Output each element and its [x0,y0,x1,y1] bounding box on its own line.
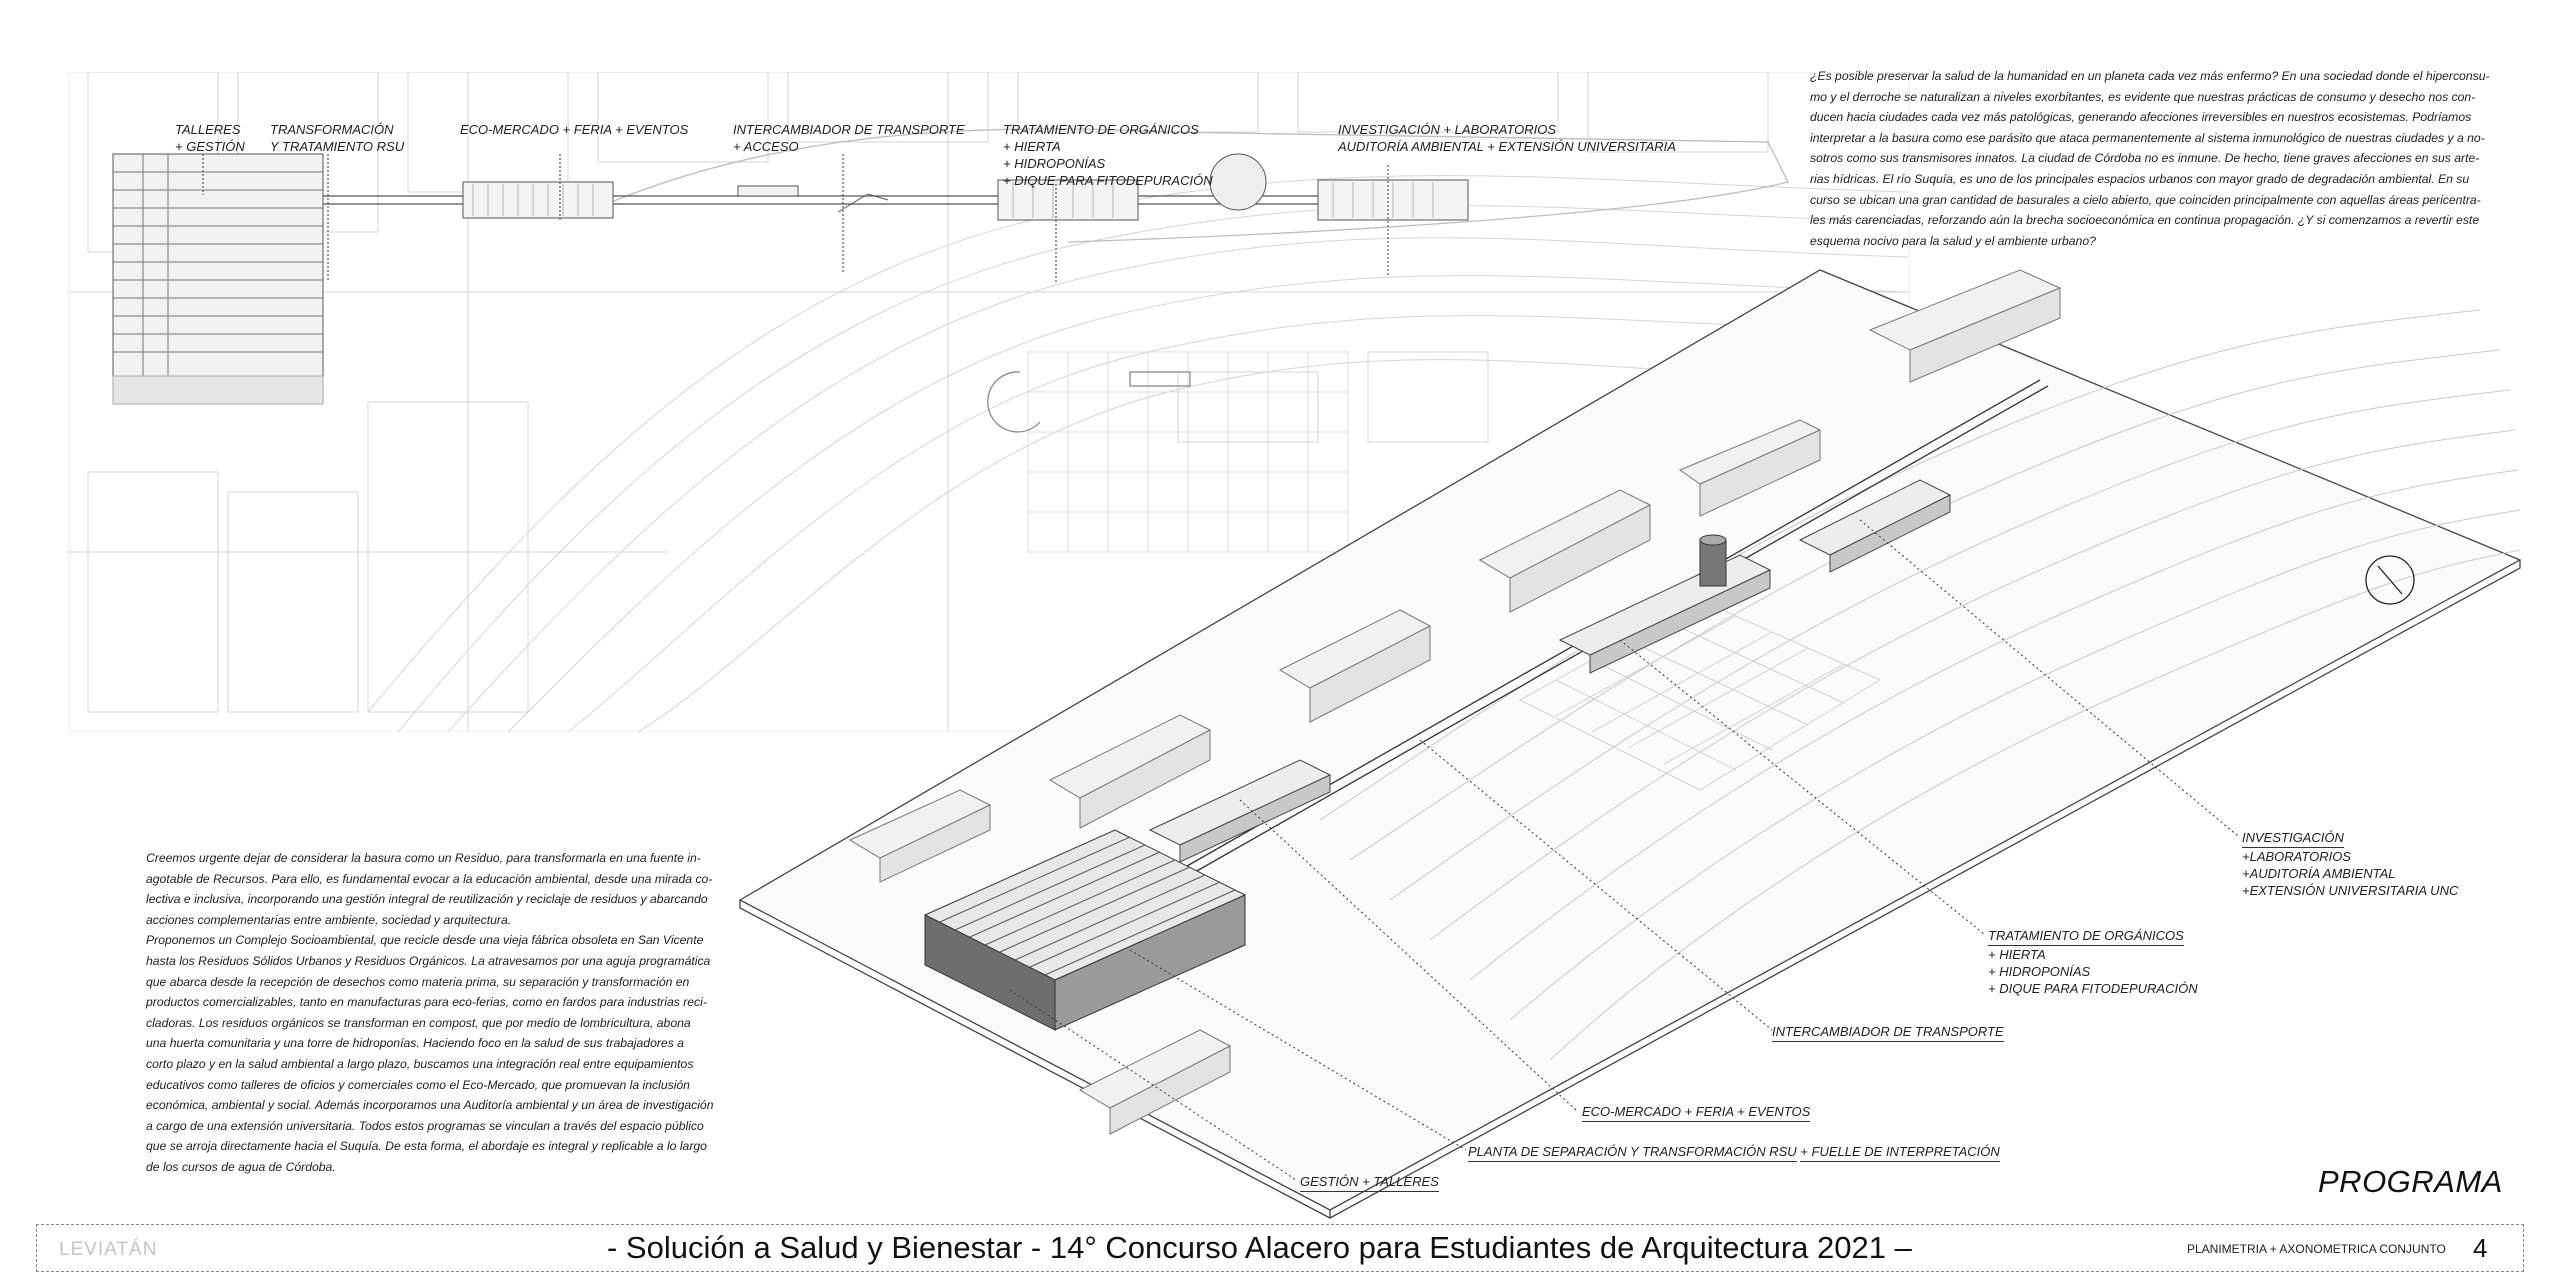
intro-line: les más carenciadas, reforzando aún la brecha socioeconómica en continua propagación. ¿Y si comenzamos a revertir este [1810,213,2480,228]
plan-label-line: + ACCESO [733,139,799,154]
body-line: hasta los Residuos Sólidos Urbanos y Residuos Orgánicos. La atravesamos por una aguja programática [146,953,711,968]
axo-label-line: PLANTA DE SEPARACIÓN Y TRANSFORMACIÓN RSU [1468,1143,1797,1162]
plan-label-line: + HIDROPONÍAS [1003,156,1106,171]
axo-label-ecomercado [1582,1103,1810,1122]
axo-label-line: +AUDITORÍA AMBIENTAL [2242,866,2396,881]
intro-line: ducen hacia ciudades cada vez más patológicas, generando afecciones irreversibles en nuestros ecosistemas. Podríamos [1810,110,2472,125]
axo-label-line: + HIERTA [1988,947,2046,962]
plan-label-line: + GESTIÓN [175,139,245,154]
body-line: económica, ambiental y social. Además incorporamos una Auditoría ambiental y un área de investigación [146,1098,714,1113]
page-number: 4 [2473,1233,2488,1263]
intro-line: curso se ubican una gran cantidad de basurales a cielo abierto, que coinciden principalmente con aquellas áreas pericentra- [1810,192,2481,207]
body-line: que abarca desde la recepción de desechos como materia prima, su separación y transformación en [146,974,690,989]
axo-label-planta [1468,1143,2000,1162]
body-line: productos comercializables, tanto en manufacturas para eco-ferias, como en fardos para industrias reci- [146,995,707,1010]
body-line: cladoras. Los residuos orgánicos se transforman en compost, que por medio de lombricultura, abona [146,1015,691,1030]
footer-title: - Solución a Salud y Bienestar - 14° Concurso Alacero para Estudiantes de Arquitectura 2021 – [607,1230,1912,1265]
plan-label-line: INTERCAMBIADOR DE TRANSPORTE [733,122,965,137]
axo-label-line: +EXTENSIÓN UNIVERSITARIA UNC [2242,883,2459,898]
axo-label-line: + HIDROPONÍAS [1988,964,2091,979]
body-line: a cargo de una extensión universitaria. Todos estos programas se vinculan a través del espacio público [146,1118,704,1133]
axo-label-line: INTERCAMBIADOR DE TRANSPORTE [1772,1023,2004,1042]
plan-label-line: TRATAMIENTO DE ORGÁNICOS [1003,122,1199,137]
body-line: que se arroja directamente hacia el Suquía. De esta forma, el abordaje es integral y replicable a lo largo [146,1139,707,1154]
axo-label-investigacion [2242,829,2458,899]
body-line: lectiva e inclusiva, incorporando una gestión integral de reutilización y reciclaje de residuos y abarcando [146,892,708,907]
axo-label-line: ECO-MERCADO + FERIA + EVENTOS [1582,1103,1810,1122]
axo-label-intercambiador [1772,1023,2004,1042]
plan-label-investigacion [1338,121,1676,155]
body-line: Creemos urgente dejar de considerar la basura como un Residuo, para transformarla en una fuente in- [146,851,701,865]
axo-label-line: + DIQUE PARA FITODEPURACIÓN [1988,981,2198,996]
body-line: educativos como talleres de oficios y comerciales como el Eco-Mercado, que promuevan la inclusión [146,1077,690,1092]
plan-label-line: AUDITORÍA AMBIENTAL + EXTENSIÓN UNIVERSITARIA [1338,139,1676,154]
axo-label-line: TRATAMIENTO DE ORGÁNICOS [1988,927,2184,946]
plan-label-intercambiador [733,121,965,155]
axo-label-line: +LABORATORIOS [2242,849,2351,864]
body-line: acciones complementarias entre ambiente, sociedad y arquitectura. [146,912,512,927]
plan-label-line: TRANSFORMACIÓN [270,122,394,137]
footer-subtitle: PLANIMETRIA + AXONOMETRICA CONJUNTO [2187,1242,2446,1256]
axo-label-line: + FUELLE DE INTERPRETACIÓN [1800,1143,2000,1162]
intro-line: esquema nocivo para la salud y el ambiente urbano? [1810,233,2096,248]
axo-label-organicos [1988,927,2198,997]
axo-label-line: GESTIÓN + TALLERES [1300,1173,1439,1192]
plan-label-line: Y TRATAMIENTO RSU [270,139,405,154]
body-paragraph [146,848,713,1178]
plan-label-talleres [175,121,245,155]
footer-brand: LEVIATÁN [59,1239,158,1260]
plan-label-transformacion [270,121,404,155]
axo-label-line: INVESTIGACIÓN [2242,829,2344,848]
plan-label-line: ECO-MERCADO + FERIA + EVENTOS [460,122,689,137]
intro-line: mo y el derroche se naturalizan a niveles exorbitantes, es evidente que nuestras prácticas de consumo y desecho nos con- [1810,89,2476,104]
intro-line: sotros como sus transmisores innatos. La ciudad de Córdoba no es inmune. De hecho, tiene graves afecciones en sus arte- [1810,151,2480,166]
plan-label-line: TALLERES [175,122,241,137]
axo-label-gestion [1300,1173,1439,1192]
plan-label-line: + HIERTA [1003,139,1061,154]
plan-label-organicos [1003,121,1213,189]
intro-line: ¿Es posible preservar la salud de la humanidad en un planeta cada vez más enfermo? En una sociedad donde el hiperconsu- [1810,69,2490,83]
intro-line: rias hídricas. El río Suquía, es uno de los principales espacios urbanos con mayor grado de degradación ambiental. En su [1810,171,2470,186]
section-title: PROGRAMA [2318,1164,2503,1199]
body-line: corto plazo y en la salud ambiental a largo plazo, buscamos una integración real entre equipamientos [146,1056,694,1071]
body-line: agotable de Recursos. Para ello, es fundamental evocar a la educación ambiental, desde una mirada co- [146,871,713,886]
plan-label-ecomercado [460,121,688,138]
plan-label-line: + DIQUE PARA FITODEPURACIÓN [1003,173,1213,188]
intro-paragraph [1810,66,2490,251]
intro-line: interpretar a la basura como ese parásito que ataca permanentemente al sistema inmunológico de nuestras ciudades y a no- [1810,130,2485,145]
footer-bar [36,1224,2524,1272]
body-line: Proponemos un Complejo Socioambiental, que recicle desde una vieja fábrica obsoleta en San Vicente [146,933,704,948]
body-line: de los cursos de agua de Córdoba. [146,1159,336,1174]
plan-label-line: INVESTIGACIÓN + LABORATORIOS [1338,122,1557,137]
body-line: una huerta comunitaria y una torre de hidroponías. Haciendo foco en la salud de sus trabajadores a [146,1036,684,1051]
